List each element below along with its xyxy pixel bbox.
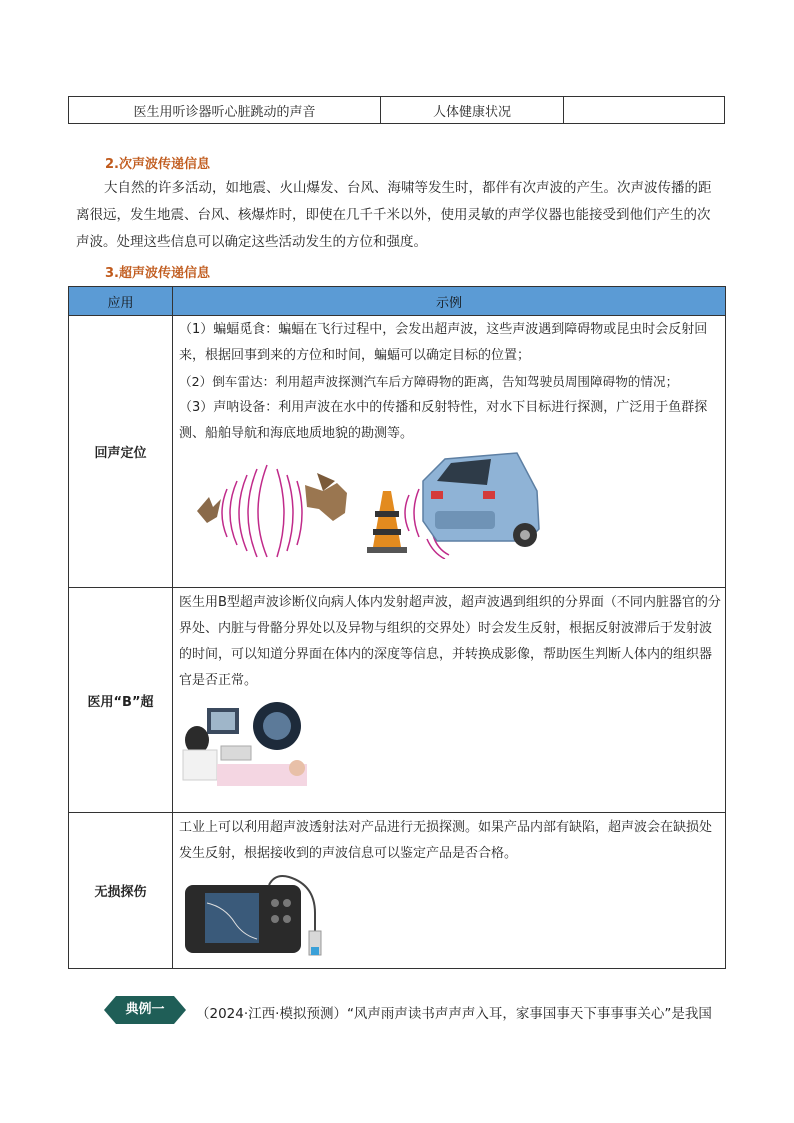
example-cell-echolocation [173, 316, 726, 588]
example-line: （3）声呐设备：利用声波在水中的传播和反射特性，对水下目标进行探测，广泛用于鱼群探测、船舶导航和海底地质地貌的勘测等。 [179, 400, 708, 441]
example-line: 医生用B型超声波诊断仪向病人体内发射超声波，超声波遇到组织的分界面（不同内脏器官的分界处、内脏与骨骼分界处以及异物与组织的交界处）时会发生反射，根据反射波滞后于发射波的时间，可以知道分界面在体内的深度等信息，并转换成影像，帮助医生判断人体内的组织器官是否正常。 [179, 595, 721, 688]
top-table [68, 96, 725, 124]
table-row [69, 813, 726, 969]
example-badge-label: 典例一 [125, 1002, 165, 1017]
bat-icon [197, 497, 221, 523]
ultrasound-table [68, 286, 726, 969]
traffic-cone-icon [367, 491, 407, 553]
example-line: （2）倒车雷达：利用超声波探测汽车后方障碍物的距离，告知驾驶员周围障碍物的情况； [179, 374, 679, 389]
table-row [69, 316, 726, 588]
car-icon [423, 453, 539, 547]
ultrasound-machine-icon [221, 746, 251, 760]
top-cell-3 [564, 97, 725, 124]
ultrasound-exam-illustration [177, 700, 307, 792]
header-application: 应用 [69, 287, 173, 316]
app-echolocation: 回声定位 [69, 316, 173, 588]
top-cell-2: 人体健康状况 [381, 97, 564, 124]
example-line: 工业上可以利用超声波透射法对产品进行无损探测。如果产品内部有缺陷，超声波会在缺损处发生反射，根据接收到的声波信息可以鉴定产品是否合格。 [179, 820, 713, 861]
bat-icon [305, 473, 347, 521]
bat-car-illustration [187, 451, 547, 559]
example-line: （1）蝙蝠觅食：蝙蝠在飞行过程中，会发出超声波，这些声波遇到障碍物或昆虫时会反射回来，根据回事到来的方位和时间，蝙蝠可以确定目标的位置； [179, 322, 708, 363]
example-cell-b-ultrasound [173, 588, 726, 813]
app-b-ultrasound: 医用“B”超 [69, 588, 173, 813]
example-question-text: （2024·江西·模拟预测）“风声雨声读书声声声入耳，家事国事天下事事事关心”是我国 [196, 1006, 712, 1022]
section2-title: 2.次声波传递信息 [105, 157, 210, 172]
section3-title: 3.超声波传递信息 [105, 266, 210, 281]
flaw-detector-illustration [185, 873, 345, 965]
header-example: 示例 [173, 287, 726, 316]
section2-paragraph: 大自然的许多活动，如地震、火山爆发、台风、海啸等发生时，都伴有次声波的产生。次声波传播的距离很远，发生地震、台风、核爆炸时，即使在几千千米以外，使用灵敏的声学仪器也能接受到他们产生的次声波。处理这些信息可以确定这些活动发生的方位和强度。 [76, 180, 712, 250]
sound-waves-icon [222, 465, 302, 557]
table-row [69, 97, 725, 124]
app-ndt: 无损探伤 [69, 813, 173, 969]
table-row [69, 588, 726, 813]
top-cell-1: 医生用听诊器听心脏跳动的声音 [69, 97, 381, 124]
table-header-row [69, 287, 726, 316]
example-cell-ndt [173, 813, 726, 969]
